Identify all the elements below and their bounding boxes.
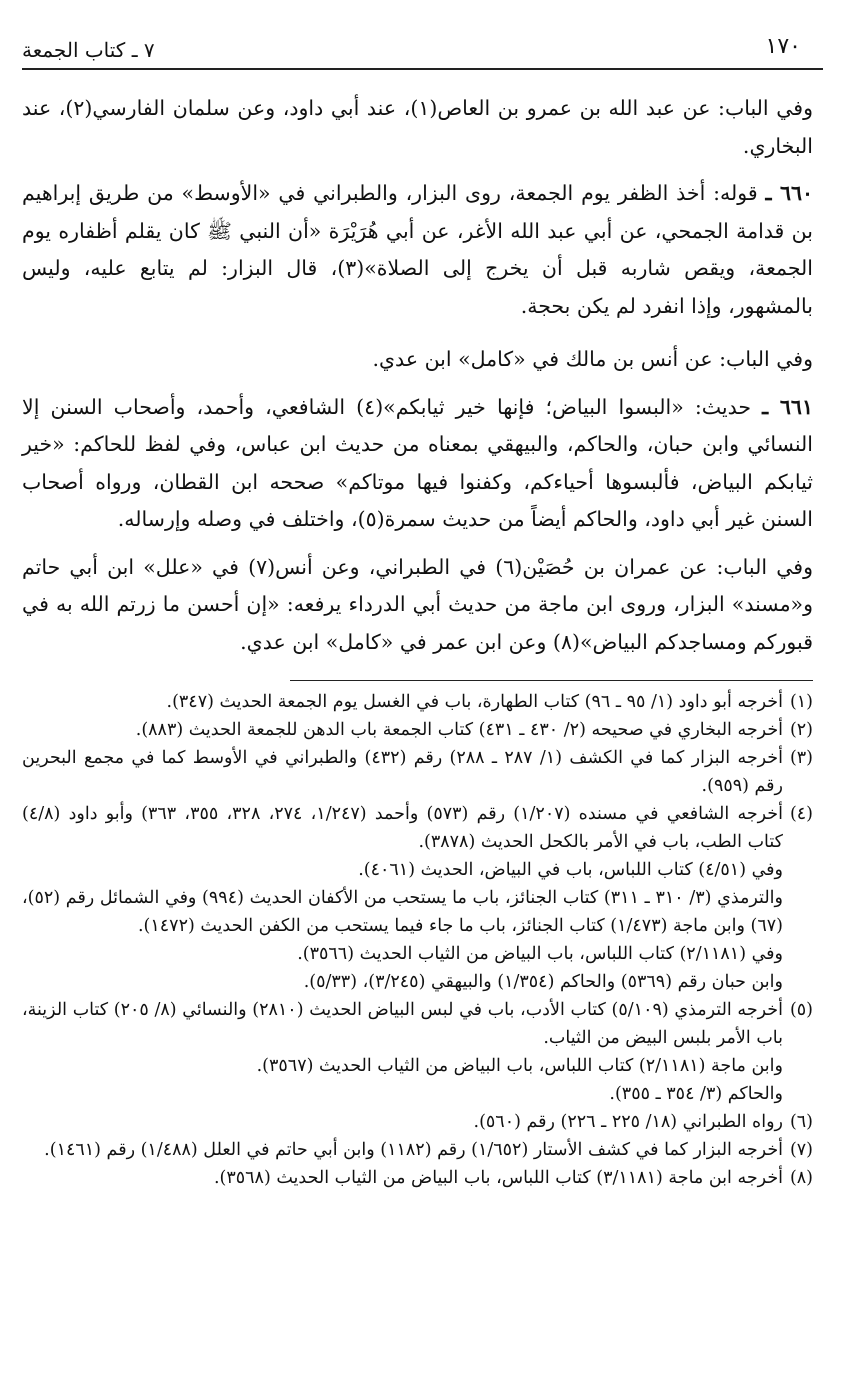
main-text bbox=[22, 90, 813, 677]
footnote-line: رواه الطبراني (١٨/ ٢٢٥ ـ ٢٢٦) رقم (٥٦٠). bbox=[473, 1112, 783, 1132]
footnote-line: أخرجه أبو داود (١/ ٩٥ ـ ٩٦) كتاب الطهارة، باب في الغسل يوم الجمعة الحديث (٣٤٧). bbox=[166, 692, 783, 712]
footnote-line: أخرجه ابن ماجة (٣/١١٨١) كتاب اللباس، باب البياض من الثياب الحديث (٣٥٦٨). bbox=[213, 1168, 783, 1188]
paragraph-1: وفي الباب: عن عبد الله بن عمرو بن العاص(١)، عند أبي داود، وعن سلمان الفارسي(٢)، عند البخاري. bbox=[22, 96, 813, 158]
footnote-marker: (٣) bbox=[789, 748, 813, 768]
footnote-marker: (١) bbox=[789, 692, 813, 712]
footnote-item bbox=[22, 716, 813, 744]
header-divider bbox=[22, 68, 823, 70]
paragraph-660-text: قوله: أخذ الظفر يوم الجمعة، روى البزار، والطبراني في «الأوسط» من طريق إبراهيم بن قدامة الجمحي، عن أبي عبد الله الأغر، عن أبي هُرَيْرَة «أن النبي ﷺ كان يقلم أظفاره يوم الجمعة، ويقص شاربه قبل أن يخرج إلى الصلاة»(٣)، قال البزار: لم يتابع عليه، وليس بالمشهور، وإذا انفرد لم يكن بحجة. bbox=[22, 181, 814, 318]
footnotes bbox=[22, 688, 813, 1192]
footnote-marker: (٧) bbox=[789, 1140, 813, 1160]
footnote-item bbox=[22, 1136, 813, 1164]
footnote-item bbox=[22, 1164, 813, 1192]
footnote-item bbox=[22, 996, 813, 1108]
footnote-item bbox=[22, 800, 813, 996]
entry-number-661: ٦٦١ ـ bbox=[762, 394, 813, 419]
footnote-item bbox=[22, 688, 813, 716]
footnote-line: أخرجه البزار كما في كشف الأستار (١/٦٥٢) رقم (١١٨٢) وابن أبي حاتم في العلل (١/٤٨٨) رقم (١٤٦١). bbox=[44, 1140, 783, 1160]
chapter-title: ٧ ـ كتاب الجمعة bbox=[22, 38, 155, 62]
paragraph-661-text: حديث: «البسوا البياض؛ فإنها خير ثيابكم»(٤) الشافعي، وأحمد، وأصحاب السنن إلا النسائي وابن حبان، والحاكم، والبيهقي بمعناه من حديث ابن عباس، وفي لفظ للحاكم: «خير ثيابكم البياض، فألبسوها أحياءكم، وكفنوا فيها موتاكم» صححه ابن القطان، ورواه أصحاب السنن غير أبي داود، والحاكم أيضاً من حديث سمرة(٥)، واختلف في وصله وإرساله. bbox=[22, 394, 813, 531]
footnote-marker: (٦) bbox=[789, 1112, 813, 1132]
paragraph-660 bbox=[22, 175, 813, 325]
footnote-item bbox=[22, 1108, 813, 1136]
paragraph-3: وفي الباب: عن أنس بن مالك في «كامل» ابن عدي. bbox=[372, 347, 813, 371]
running-header bbox=[20, 30, 813, 68]
footnote-marker: (٨) bbox=[789, 1168, 813, 1188]
footnote-line: والحاكم (٣/ ٣٥٤ ـ ٣٥٥). bbox=[609, 1084, 783, 1104]
footnote-line: وابن ماجة (٢/١١٨١) كتاب اللباس، باب البياض من الثياب الحديث (٣٥٦٧). bbox=[256, 1056, 783, 1076]
footnote-line: أخرجه البخاري في صحيحه (٢/ ٤٣٠ ـ ٤٣١) كتاب الجمعة باب الدهن للجمعة الحديث (٨٨٣). bbox=[135, 720, 783, 740]
footnote-divider bbox=[290, 680, 813, 681]
page-number: ١٧٠ bbox=[765, 34, 801, 59]
paragraph-661 bbox=[22, 389, 813, 539]
paragraph-5: وفي الباب: عن عمران بن حُصَيْن(٦) في الطبراني، وعن أنس(٧) في «علل» ابن أبي حاتم و«مسند» البزار، وروى ابن ماجة من حديث أبي الدرداء يرفعه: «إن أحسن ما زرتم الله به في قبوركم ومساجدكم البياض»(٨) وعن ابن عمر في «كامل» ابن عدي. bbox=[22, 554, 814, 654]
footnote-line: وابن حبان رقم (٥٣٦٩) والحاكم (١/٣٥٤) والبيهقي (٣/٢٤٥)، (٥/٣٣). bbox=[303, 972, 783, 992]
footnote-marker: (٢) bbox=[789, 720, 813, 740]
footnote-item bbox=[22, 744, 813, 800]
footnote-line: وفي (٢/١١٨١) كتاب اللباس، باب البياض من الثياب الحديث (٣٥٦٦). bbox=[297, 944, 783, 964]
footnote-line: أخرجه البزار كما في الكشف (١/ ٢٨٧ ـ ٢٨٨) رقم (٤٣٢) والطبراني في الأوسط كما في مجمع البحرين رقم (٩٥٩). bbox=[22, 748, 783, 796]
footnote-marker: (٤) bbox=[789, 804, 813, 824]
footnote-line: والترمذي (٣/ ٣١٠ ـ ٣١١) كتاب الجنائز، باب ما يستحب من الأكفان الحديث (٩٩٤) وفي الشمائل رقم (٥٢)، (٦٧) وابن ماجة (١/٤٧٣) كتاب الجنائز، باب ما جاء فيما يستحب من الكفن الحديث (١٤٧٢). bbox=[22, 888, 783, 936]
footnote-line: أخرجه الترمذي (٥/١٠٩) كتاب الأدب، باب في لبس البياض الحديث (٢٨١٠) والنسائي (٨/ ٢٠٥) كتاب الزينة، باب الأمر بلبس البيض من الثياب. bbox=[22, 1000, 783, 1048]
footnote-line: أخرجه الشافعي في مسنده (١/٢٠٧) رقم (٥٧٣) وأحمد (١/٢٤٧، ٢٧٤، ٣٢٨، ٣٥٥، ٣٦٣) وأبو داود (٤/٨) كتاب الطب، باب في الأمر بالكحل الحديث (٣٨٧٨). bbox=[22, 804, 783, 852]
entry-number-660: ٦٦٠ ـ bbox=[765, 181, 813, 205]
footnote-line: وفي (٤/٥١) كتاب اللباس، باب في البياض، الحديث (٤٠٦١). bbox=[358, 860, 783, 880]
footnote-marker: (٥) bbox=[789, 1000, 813, 1020]
